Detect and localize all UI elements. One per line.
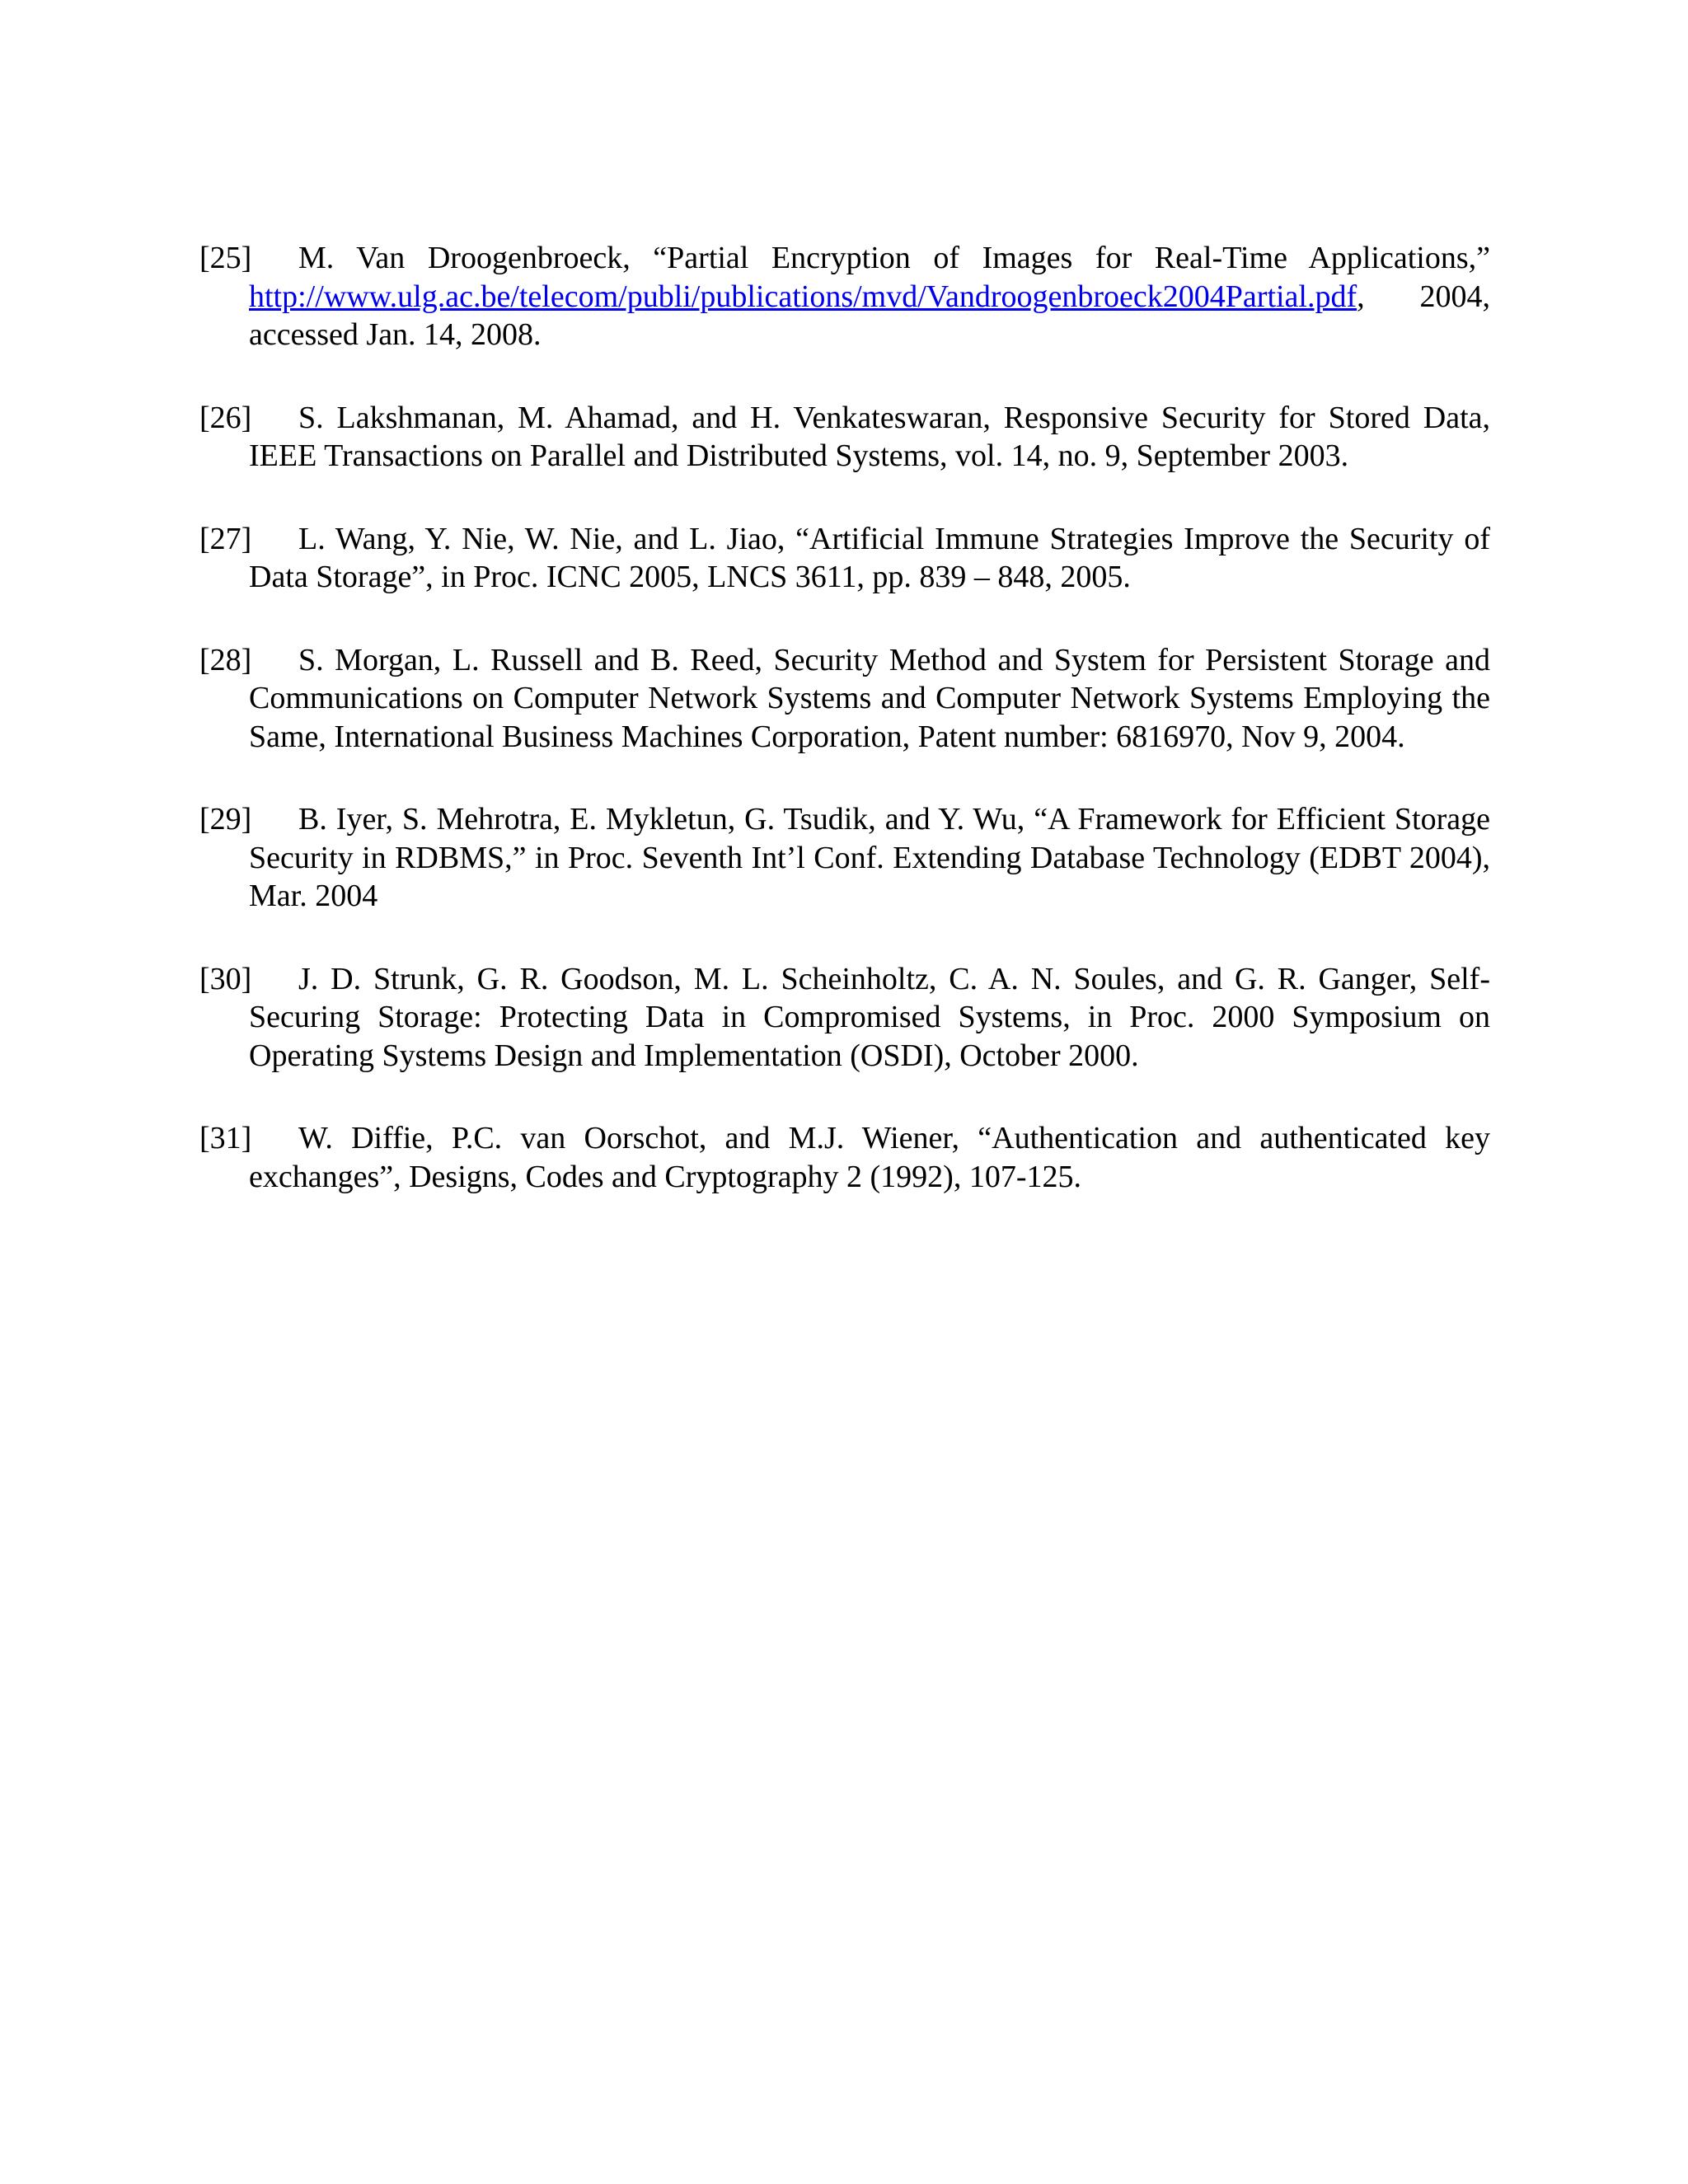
reference-25	[199, 239, 1490, 354]
reference-text: S. Lakshmanan, M. Ahamad, and H. Venkateswaran, Responsive Security for Stored Data, IEEE Transactions on Parallel and Distributed Systems, vol. 14, no. 9, September 2003.	[249, 400, 1490, 473]
reference-text: B. Iyer, S. Mehrotra, E. Mykletun, G. Tsudik, and Y. Wu, “A Framework for Efficient Storage Security in RDBMS,” in Proc. Seventh Int’l Conf. Extending Database Technology (EDBT 2004), Mar. 2004	[249, 802, 1490, 913]
reference-29	[199, 800, 1490, 916]
reference-number: [31]	[199, 1121, 252, 1155]
reference-text: L. Wang, Y. Nie, W. Nie, and L. Jiao, “Artificial Immune Strategies Improve the Security of Data Storage”, in Proc. ICNC 2005, LNCS 3611, pp. 839 – 848, 2005.	[249, 521, 1490, 594]
reference-number: [25]	[199, 241, 252, 275]
reference-27	[199, 520, 1490, 597]
reference-text: W. Diffie, P.C. van Oorschot, and M.J. Wiener, “Authentication and authenticated key exchanges”, Designs, Codes and Cryptography 2 (1992), 107-125.	[249, 1121, 1490, 1194]
reference-number: [26]	[199, 400, 252, 435]
reference-text: S. Morgan, L. Russell and B. Reed, Security Method and System for Persistent Storage and Communications on Computer Network Systems and Computer Network Systems Employing the Same, International Business Machines Corporation, Patent number: 6816970, Nov 9, 2004.	[249, 642, 1490, 754]
reference-url-link[interactable]: http://www.ulg.ac.be/telecom/publi/publications/mvd/Vandroogenbroeck2004Partial.pdf	[249, 279, 1357, 314]
reference-text: M. Van Droogenbroeck, “Partial Encryption of Images for Real-Time Applications,”	[298, 241, 1490, 275]
reference-number: [30]	[199, 961, 252, 996]
reference-text-continued: , 2004, accessed Jan. 14, 2008.	[249, 279, 1490, 352]
reference-28	[199, 641, 1490, 757]
reference-30	[199, 960, 1490, 1076]
reference-number: [29]	[199, 802, 252, 837]
reference-31	[199, 1119, 1490, 1196]
reference-number: [27]	[199, 521, 252, 556]
reference-26	[199, 399, 1490, 476]
reference-list	[199, 239, 1490, 1240]
reference-number: [28]	[199, 642, 252, 677]
reference-text: J. D. Strunk, G. R. Goodson, M. L. Scheinholtz, C. A. N. Soules, and G. R. Ganger, Self-Securing Storage: Protecting Data in Compromised Systems, in Proc. 2000 Symposium on Operating Systems Design and Implementation (OSDI), October 2000.	[249, 961, 1490, 1073]
